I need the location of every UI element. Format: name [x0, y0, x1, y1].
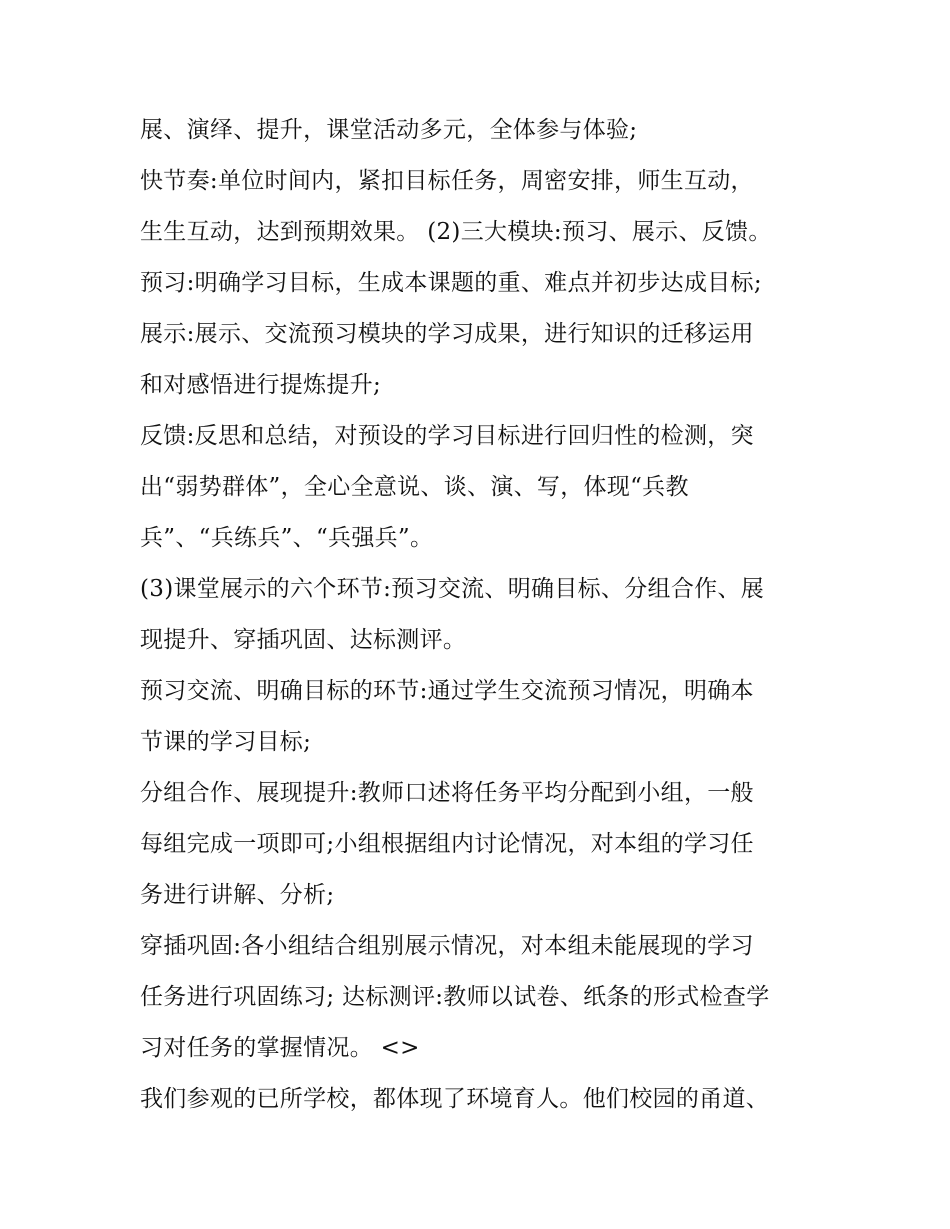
text-line: 快节奏:单位时间内，紧扣目标任务，周密安排，师生互动，: [140, 168, 754, 194]
text-line: 分组合作、展现提升:教师口述将任务平均分配到小组，一般: [140, 780, 754, 806]
text-line: 出“弱势群体”，全心全意说、谈、演、写，体现“兵教: [140, 474, 689, 500]
text-line: 我们参观的已所学校，都体现了环境育人。他们校园的甬道、: [140, 1086, 770, 1112]
text-line: 习对任务的掌握情况。 <>: [140, 1035, 420, 1061]
text-line: 现提升、穿插巩固、达标测评。: [140, 627, 467, 653]
text-line: 生生互动，达到预期效果。 (2)三大模块:预习、展示、反馈。: [140, 219, 772, 245]
text-line: 穿插巩固:各小组结合组别展示情况，对本组未能展现的学习: [140, 933, 754, 959]
text-line: 展示:展示、交流预习模块的学习成果，进行知识的迁移运用: [140, 321, 754, 347]
text-line: 务进行讲解、分析;: [140, 882, 335, 908]
text-line: 反馈:反思和总结，对预设的学习目标进行回归性的检测，突: [140, 423, 754, 449]
document-body: [140, 105, 820, 1125]
text-line: 预习交流、明确目标的环节:通过学生交流预习情况，明确本: [140, 678, 754, 704]
text-line: 任务进行巩固练习; 达标测评:教师以试卷、纸条的形式检查学: [140, 984, 770, 1010]
text-line: (3)课堂展示的六个环节:预习交流、明确目标、分组合作、展: [140, 576, 765, 602]
text-line: 和对感悟进行提炼提升;: [140, 372, 382, 398]
text-line: 每组完成一项即可;小组根据组内讨论情况，对本组的学习任: [140, 831, 754, 857]
text-line: 展、演绎、提升，课堂活动多元，全体参与体验;: [140, 117, 638, 143]
text-line: 节课的学习目标;: [140, 729, 312, 755]
text-line: 兵”、“兵练兵”、“兵强兵”。: [140, 525, 434, 551]
text-line: 预习:明确学习目标，生成本课题的重、难点并初步达成目标;: [140, 270, 762, 296]
